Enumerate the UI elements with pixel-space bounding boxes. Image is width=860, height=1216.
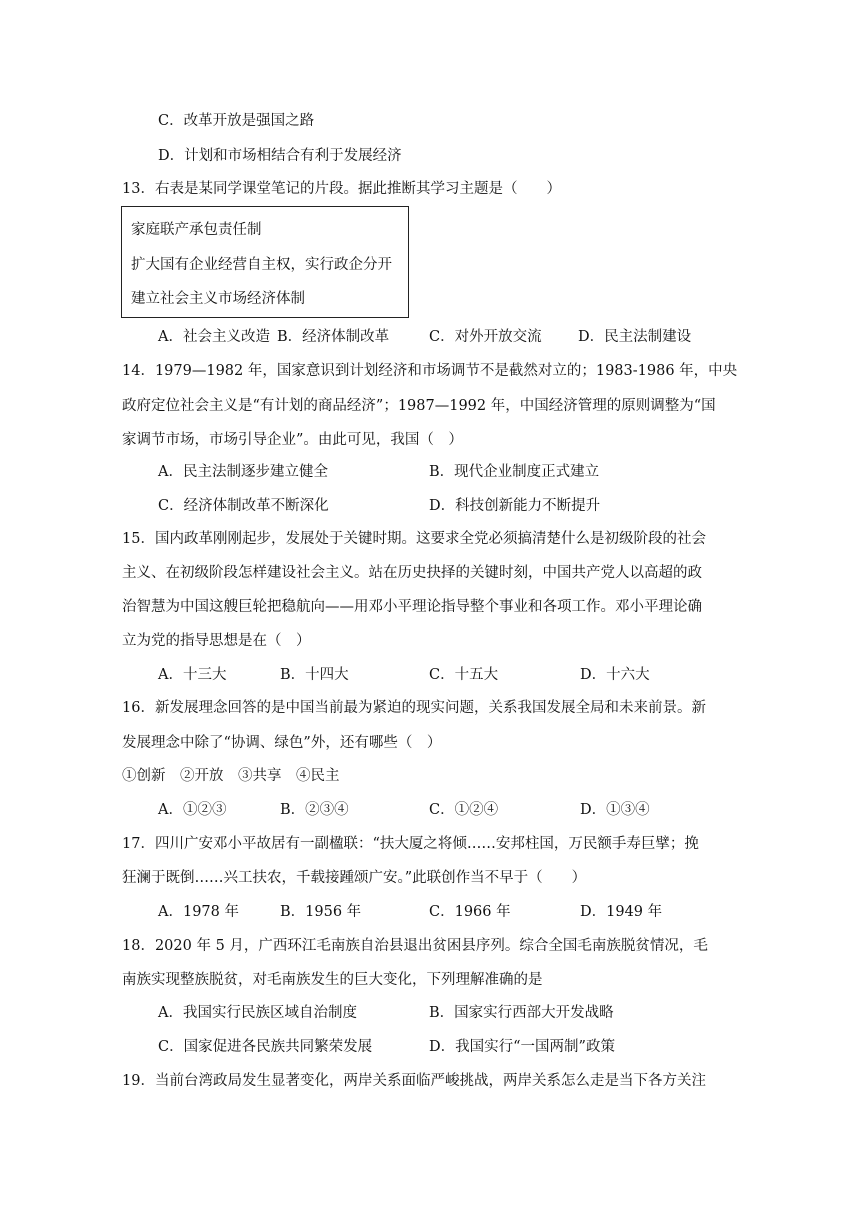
q13-notes-table	[121, 206, 409, 318]
q14-option-c: C．经济体制改革不断深化	[158, 498, 329, 514]
q17-option-c: C．1966 年	[429, 904, 511, 920]
q18-option-b: B．国家实行西部大开发战略	[429, 1005, 614, 1021]
q17-stem-line: 17．四川广安邓小平故居有一副楹联：“扶大厦之将倾……安邦柱国，万民额手寿巨擘；挽	[122, 836, 699, 852]
q13-note-line: 扩大国有企业经营自主权，实行政企分开	[131, 257, 392, 273]
q15-option-c: C．十五大	[429, 667, 499, 683]
q18-option-a: A．我国实行民族区域自治制度	[158, 1005, 357, 1021]
q18-stem-line: 南族实现整族脱贫，对毛南族发生的巨大变化，下列理解准确的是	[122, 972, 543, 988]
q17-option-b: B．1956 年	[280, 904, 362, 920]
q15-stem-line: 治智慧为中国这艘巨轮把稳航向——用邓小平理论指导整个事业和各项工作。邓小平理论确	[122, 599, 702, 615]
q18-option-c: C．国家促进各民族共同繁荣发展	[158, 1039, 373, 1055]
q13-option-d: D．民主法制建设	[578, 329, 692, 345]
q15-option-a: A．十三大	[158, 667, 227, 683]
q13-note-line: 家庭联产承包责任制	[131, 222, 262, 238]
q19-stem-line: 19．当前台湾政局发生显著变化，两岸关系面临严峻挑战，两岸关系怎么走是当下各方关注	[122, 1073, 706, 1089]
q15-stem-line: 立为党的指导思想是在（ ）	[122, 633, 311, 649]
q13-option-a: A．社会主义改造	[158, 329, 270, 345]
q14-option-d: D．科技创新能力不断提升	[429, 498, 601, 514]
q13-stem: 13．右表是某同学课堂笔记的片段。据此推断其学习主题是（ ）	[122, 181, 561, 197]
q15-option-d: D．十六大	[580, 667, 650, 683]
q16-stem-line: 发展理念中除了“协调、绿色”外，还有哪些（ ）	[122, 735, 442, 751]
q16-items: ①创新 ②开放 ③共享 ④民主	[122, 768, 340, 784]
q17-stem-line: 狂澜于既倒……兴工扶农，千载接踵颂广安。”此联创作当不早于（ ）	[122, 870, 587, 886]
q16-option-c: C．①②④	[429, 802, 499, 818]
q12-option-c: C．改革开放是强国之路	[158, 113, 315, 129]
q14-stem-line: 家调节市场，市场引导企业”。由此可见，我国（ ）	[122, 432, 463, 448]
q14-stem-line: 政府定位社会主义是“有计划的商品经济”；1987—1992 年，中国经济管理的原则调整为“国	[122, 398, 716, 414]
q16-stem-line: 16．新发展理念回答的是中国当前最为紧迫的现实问题，关系我国发展全局和未来前景。新	[122, 700, 706, 716]
q15-option-b: B．十四大	[280, 667, 349, 683]
q14-option-a: A．民主法制逐步建立健全	[158, 464, 328, 480]
q17-option-a: A．1978 年	[158, 904, 239, 920]
q18-option-d: D．我国实行“一国两制”政策	[429, 1039, 615, 1055]
q14-stem-line: 14．1979—1982 年，国家意识到计划经济和市场调节不是截然对立的；1983-1986 年，中央	[122, 363, 738, 379]
q13-note-line: 建立社会主义市场经济体制	[131, 291, 305, 307]
q13-option-c: C．对外开放交流	[429, 329, 542, 345]
q15-stem-line: 15．国内政革刚刚起步，发展处于关键时期。这要求全党必须搞清楚什么是初级阶段的社会	[122, 531, 706, 547]
q18-stem-line: 18．2020 年 5 月，广西环江毛南族自治县退出贫困县序列。综合全国毛南族脱贫情况，毛	[122, 938, 708, 954]
q17-option-d: D．1949 年	[580, 904, 663, 920]
q16-option-d: D．①③④	[580, 802, 650, 818]
q12-option-d: D．计划和市场相结合有利于发展经济	[158, 148, 402, 164]
q15-stem-line: 主义、在初级阶段怎样建设社会主义。站在历史抉择的关键时刻，中国共产党人以高超的政	[122, 565, 702, 581]
q16-option-b: B．②③④	[280, 802, 349, 818]
q14-option-b: B．现代企业制度正式建立	[429, 464, 600, 480]
q16-option-a: A．①②③	[158, 802, 227, 818]
q13-option-b: B．经济体制改革	[277, 329, 390, 345]
